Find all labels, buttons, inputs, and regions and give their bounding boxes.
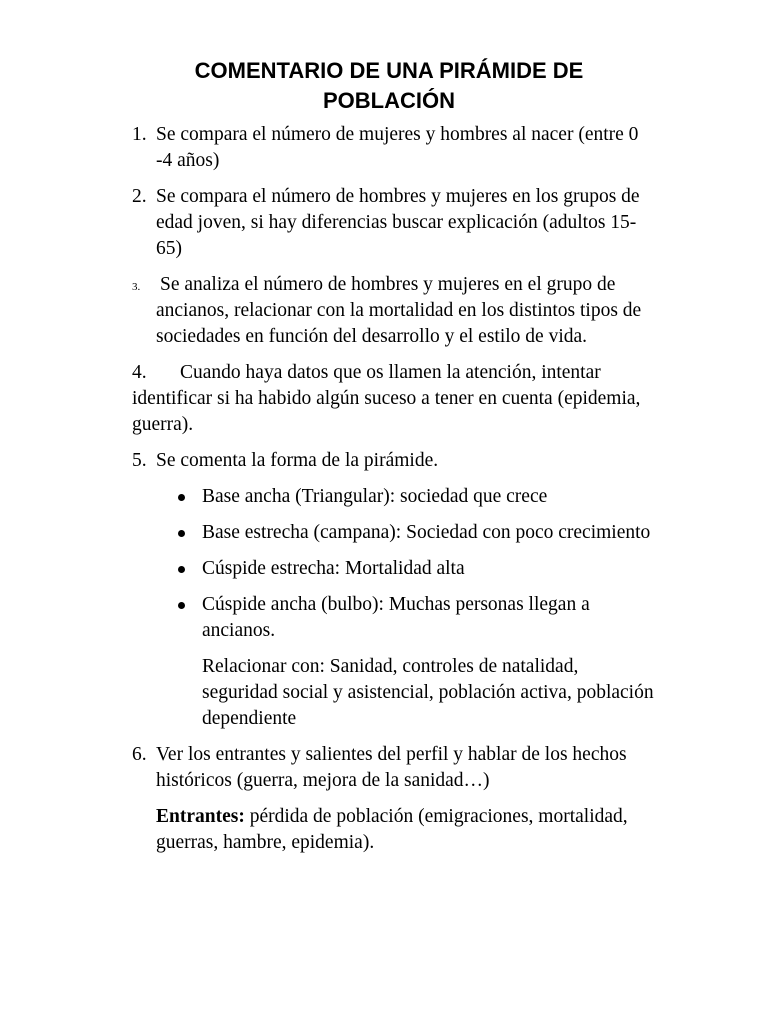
list-item-number: 4. (132, 362, 147, 383)
pyramid-shape-list (132, 484, 658, 644)
bullet-icon (178, 530, 185, 537)
list-item-3 (132, 272, 658, 350)
list-item-number: 6. (132, 744, 147, 765)
bullet-icon (178, 602, 185, 609)
bullet-text: Base ancha (Triangular): sociedad que crece (202, 486, 548, 507)
bullet-text: Base estrecha (campana): Sociedad con poco crecimiento (202, 522, 651, 543)
bullet-text: Cúspide estrecha: Mortalidad alta (202, 558, 465, 579)
bullet-text: Cúspide ancha (bulbo): Muchas personas llegan a ancianos. (202, 594, 590, 641)
list-item-text: Se comenta la forma de la pirámide. (156, 450, 439, 471)
bullet-item (132, 556, 658, 582)
list-item-number: 3. (132, 281, 141, 293)
list-item-2 (132, 184, 658, 262)
list-item-text: Se compara el número de hombres y mujeres en los grupos de edad joven, si hay diferencias buscar explicación (adultos 15-65) (156, 186, 640, 259)
entrantes-paragraph (132, 804, 658, 856)
list-item-text: Se compara el número de mujeres y hombres al nacer (entre 0 -4 años) (156, 124, 639, 171)
list-item-number: 1. (132, 124, 147, 145)
document-title: COMENTARIO DE UNA PIRÁMIDE DE POBLACIÓN (194, 58, 584, 113)
entrantes-label: Entrantes: (156, 806, 245, 827)
relate-paragraph: Relacionar con: Sanidad, controles de natalidad, seguridad social y asistencial, población activa, población dependiente (202, 656, 654, 729)
list-item-1 (132, 122, 658, 174)
list-item-text: Cuando haya datos que os llamen la atención, intentar identificar si ha habido algún suceso a tener en cuenta (epidemia, guerra). (132, 362, 641, 435)
bullet-icon (178, 494, 185, 501)
entrantes-text: pérdida de población (emigraciones, mortalidad, guerras, hambre, epidemia). (156, 806, 628, 853)
list-item-text: Se analiza el número de hombres y mujeres en el grupo de ancianos, relacionar con la mortalidad en los distintos tipos de sociedades en función del desarrollo y el estilo de vida. (156, 274, 642, 347)
list-item-6 (132, 742, 658, 794)
list-item-number: 5. (132, 450, 147, 471)
list-item-text: Ver los entrantes y salientes del perfil y hablar de los hechos históricos (guerra, mejora de la sanidad…) (156, 744, 627, 791)
list-item-number: 2. (132, 186, 147, 207)
bullet-icon (178, 566, 185, 573)
list-item-4 (132, 360, 658, 438)
bullet-item (132, 592, 658, 644)
bullet-item (132, 520, 658, 546)
bullet-item (132, 484, 658, 510)
list-item-5 (132, 448, 658, 474)
